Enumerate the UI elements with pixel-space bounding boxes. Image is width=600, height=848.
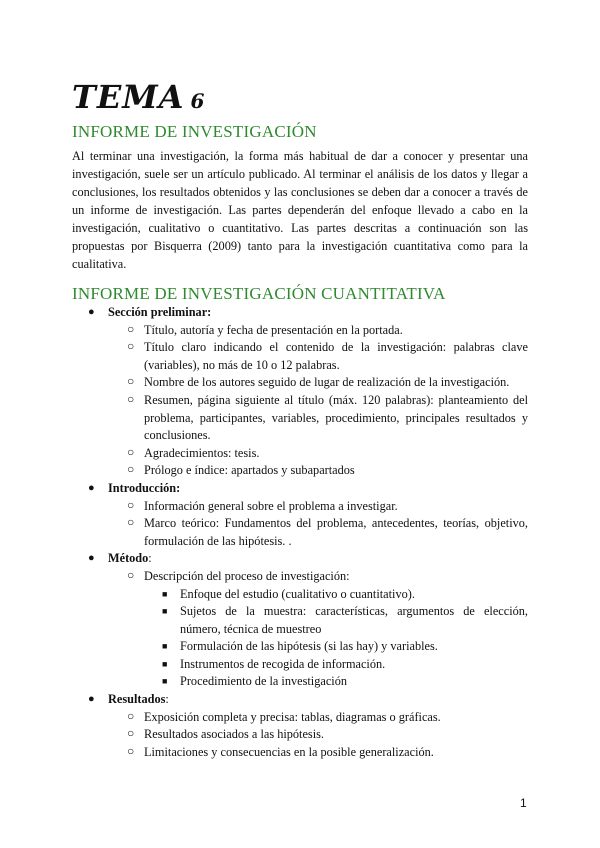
topic-title-text: TEMA (72, 78, 185, 116)
intro-paragraph: Al terminar una investigación, la forma más habitual de dar a conocer y presentar una investigación, suele ser un artículo publicado. Al terminar el análisis de los datos y llegar a conclusiones, los resultados obtenidos y las conclusiones se deben dar a conocer a través de un informe de investigación. Las partes dependerán del enfoque llevado a cabo en la investigación, cualitativo o cuantitativo. Las partes descritas a continuación son las propuestas por Bisquerra (2009) tanto para la investigación cuantitativa como para la cualitativa. (72, 149, 528, 271)
sub-sub-item (72, 673, 528, 691)
sub-item (72, 515, 528, 550)
list-item-resultados (72, 691, 528, 709)
bullet-disc: ● (88, 481, 95, 494)
bullet-circle: ○ (127, 515, 135, 530)
bullet-circle: ○ (127, 567, 135, 582)
bullet-circle: ○ (127, 321, 135, 336)
sub-sub-item-text: Enfoque del estudio (cualitativo o cuantitativo). (180, 586, 415, 601)
sub-item-text: Título claro indicando el contenido de la investigación: palabras clave (variables), no más de 10 o 12 palabras. (144, 340, 528, 372)
sub-sub-item (72, 603, 528, 638)
sub-item-text: Descripción del proceso de investigación: (144, 568, 350, 583)
bullet-square: ■ (162, 658, 168, 669)
bullet-square: ■ (162, 676, 168, 687)
sub-item-text: Limitaciones y consecuencias en la posible generalización. (144, 744, 434, 759)
list-item-metodo (72, 550, 528, 568)
bullet-circle: ○ (127, 497, 135, 512)
sub-item-text: Nombre de los autores seguido de lugar de realización de la investigación. (144, 375, 510, 390)
bullet-circle: ○ (127, 743, 135, 758)
bullet-square: ■ (162, 606, 168, 617)
bullet-disc: ● (88, 693, 95, 706)
bullet-circle: ○ (127, 462, 135, 477)
bullet-circle: ○ (127, 708, 135, 723)
topic-number: 6 (190, 89, 206, 113)
sub-sub-item (72, 638, 528, 656)
bullet-circle: ○ (127, 339, 135, 354)
section-heading-cuantitativa: INFORME DE INVESTIGACIÓN CUANTITATIVA (72, 284, 446, 303)
sub-item-text: Información general sobre el problema a investigar. (144, 498, 398, 513)
bullet-disc: ● (88, 552, 95, 565)
sub-item (72, 322, 528, 340)
sub-item (72, 709, 528, 727)
bullet-circle: ○ (127, 444, 135, 459)
section-heading-informe: INFORME DE INVESTIGACIÓN (72, 122, 317, 141)
sub-item-text: Exposición completa y precisa: tablas, diagramas o gráficas. (144, 709, 441, 724)
sub-item (72, 568, 528, 586)
sub-sub-item (72, 586, 528, 604)
bullet-square: ■ (162, 588, 168, 599)
sub-sub-item-text: Procedimiento de la investigación (180, 674, 347, 689)
sub-item-text: Marco teórico: Fundamentos del problema, antecedentes, teorías, objetivo, formulación de las hipótesis. . (144, 516, 528, 548)
bullet-circle: ○ (127, 391, 135, 406)
sub-sub-item-text: Formulación de las hipótesis (si las hay) y variables. (180, 639, 438, 654)
bullet-circle: ○ (127, 726, 135, 741)
sub-item (72, 392, 528, 445)
sub-item-text: Título, autoría y fecha de presentación en la portada. (144, 322, 403, 337)
bullet-circle: ○ (127, 374, 135, 389)
bullet-square: ■ (162, 641, 168, 652)
sub-sub-item-text: Sujetos de la muestra: características, argumentos de elección, número, técnica de muestreo (180, 604, 528, 636)
item-label: Método (108, 551, 149, 566)
sub-sub-item (72, 656, 528, 674)
topic-title (72, 78, 205, 116)
item-label: Introducción: (108, 480, 181, 495)
sub-item (72, 462, 528, 480)
sub-item (72, 445, 528, 463)
sub-item (72, 339, 528, 374)
sub-sub-item-text: Instrumentos de recogida de información. (180, 656, 386, 671)
list-item-seccion-preliminar (72, 304, 528, 322)
item-label-suffix: : (165, 692, 169, 707)
list-item-introduccion (72, 480, 528, 498)
bullet-disc: ● (88, 306, 95, 318)
sub-item-text: Resumen, página siguiente al título (máx. 120 palabras): planteamiento del problema, participantes, variables, procedimiento, principales resultados y conclusiones. (144, 392, 528, 443)
sub-item (72, 744, 528, 762)
outline-list (72, 304, 528, 761)
item-label: Sección preliminar: (108, 305, 212, 319)
item-label-suffix: : (148, 551, 152, 566)
sub-item (72, 726, 528, 744)
sub-item-text: Agradecimientos: tesis. (144, 445, 260, 460)
sub-item (72, 498, 528, 516)
page-number: 1 (520, 796, 527, 810)
sub-item-text: Resultados asociados a las hipótesis. (144, 727, 324, 742)
sub-item (72, 374, 528, 392)
item-label: Resultados (108, 692, 166, 707)
sub-item-text: Prólogo e índice: apartados y subapartados (144, 463, 355, 478)
